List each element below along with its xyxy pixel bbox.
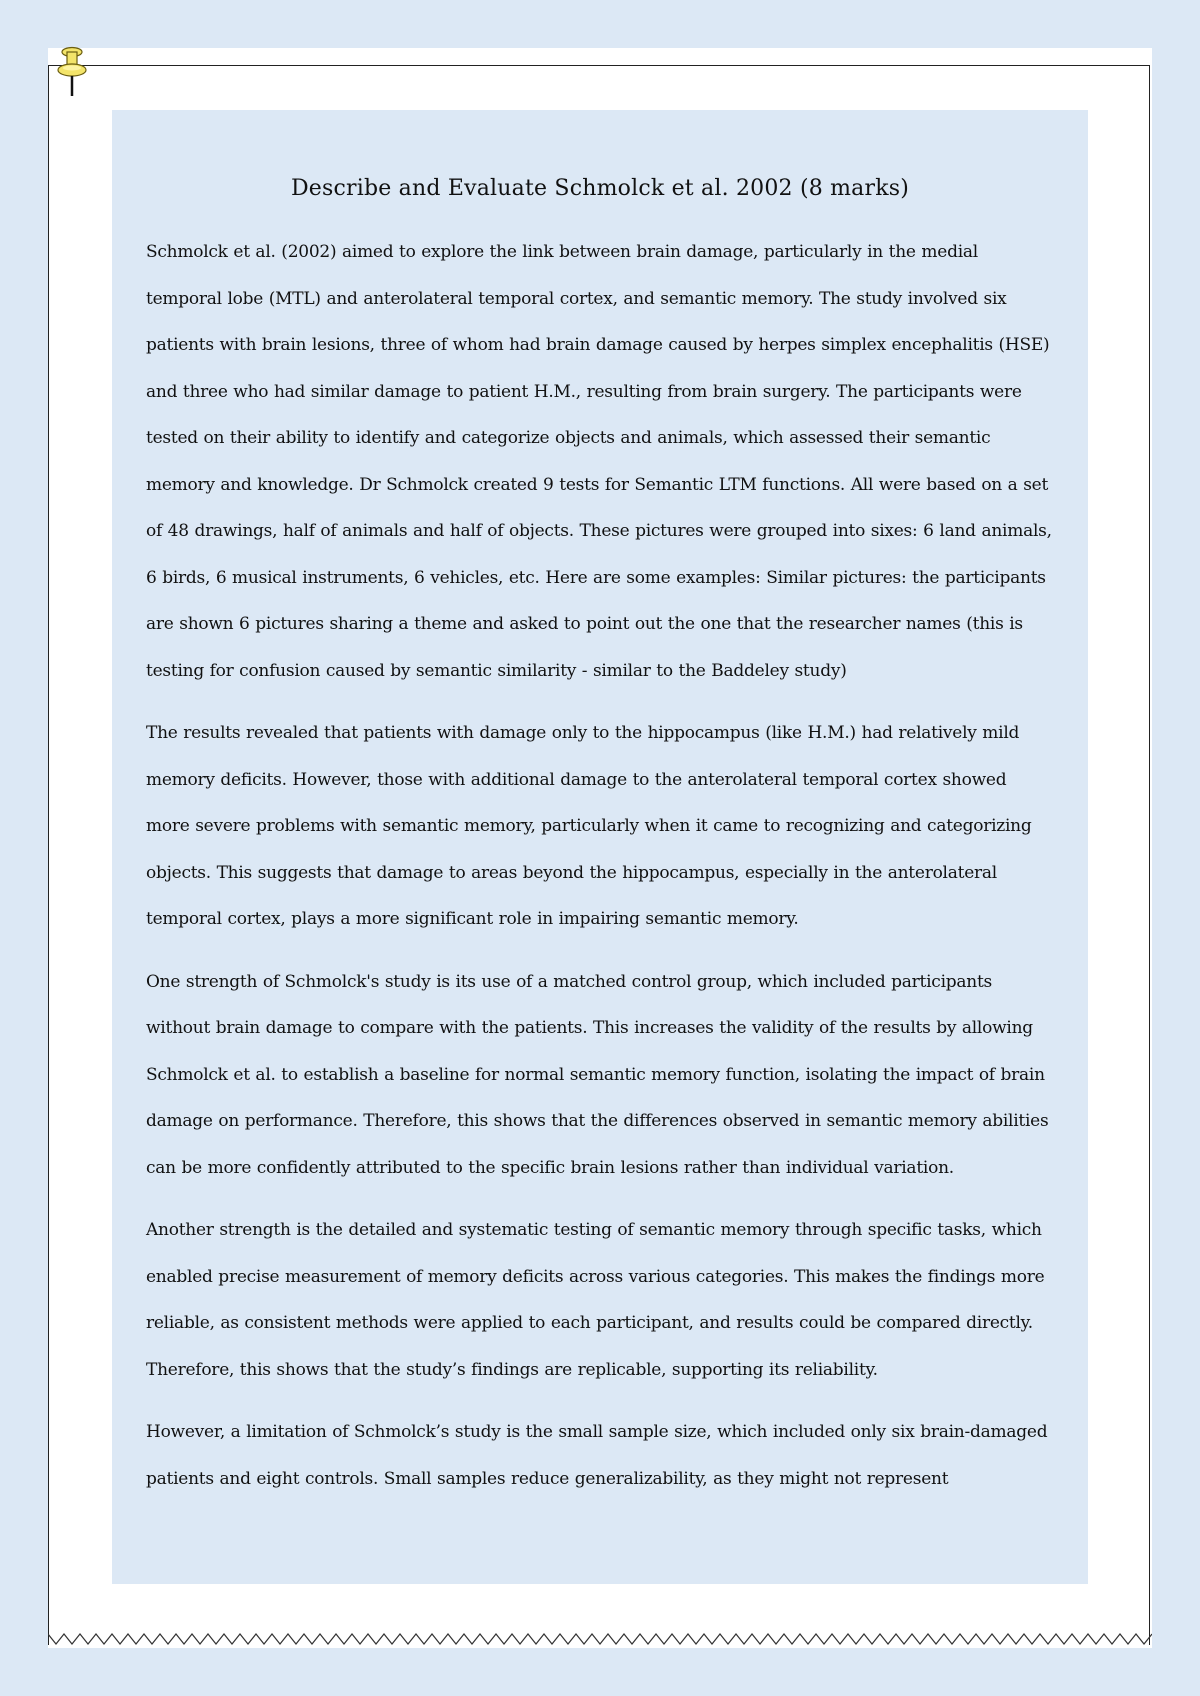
pushpin-icon bbox=[54, 46, 90, 98]
paragraph-4: Another strength is the detailed and systematic testing of semantic memory through specific tasks, which enabled precise measurement of memory deficits across various categories. This makes the findings more reliable, as consistent methods were applied to each participant, and results could be compared directly. Therefore, this shows that the study’s findings are replicable, supporting its reliability. bbox=[146, 1220, 1045, 1380]
document-body bbox=[112, 110, 1088, 1584]
paper-top-strip bbox=[48, 48, 1152, 65]
paragraph-1: Schmolck et al. (2002) aimed to explore the link between brain damage, particularly in the medial temporal lobe (MTL) and anterolateral temporal cortex, and semantic memory. The study involved six patients with brain lesions, three of whom had brain damage caused by herpes simplex encephalitis (HSE) and three who had similar damage to patient H.M., resulting from brain surgery. The participants were tested on their ability to identify and categorize objects and animals, which assessed their semantic memory and knowledge. Dr Schmolck created 9 tests for Semantic LTM functions. All were based on a set of 48 drawings, half of animals and half of objects. These pictures were grouped into sixes: 6 land animals, 6 birds, 6 musical instruments, 6 vehicles, etc. Here are some examples: Similar pictures: the participants are shown 6 pictures sharing a theme and asked to point out the one that the researcher names (this is testing for confusion caused by semantic similarity - similar to the Baddeley study) bbox=[146, 242, 1052, 681]
paragraph-5: However, a limitation of Schmolck’s study is the small sample size, which included only six brain-damaged patients and eight controls. Small samples reduce generalizability, as they might not represent bbox=[146, 1422, 1048, 1489]
paragraph-3: One strength of Schmolck's study is its use of a matched control group, which included participants without brain damage to compare with the patients. This increases the validity of the results by allowing Schmolck et al. to establish a baseline for normal semantic memory function, isolating the impact of brain damage on performance. Therefore, this shows that the differences observed in semantic memory abilities can be more confidently attributed to the specific brain lesions rather than individual variation. bbox=[146, 971, 1049, 1178]
paragraph-2: The results revealed that patients with damage only to the hippocampus (like H.M.) had relatively mild memory deficits. However, those with additional damage to the anterolateral temporal cortex showed more severe problems with semantic memory, particularly when it came to recognizing and categorizing objects. This suggests that damage to areas beyond the hippocampus, especially in the anterolateral temporal cortex, plays a more significant role in impairing semantic memory. bbox=[146, 723, 1032, 929]
torn-edge bbox=[48, 1628, 1152, 1650]
document-title: Describe and Evaluate Schmolck et al. 2002 (8 marks) bbox=[290, 176, 910, 201]
